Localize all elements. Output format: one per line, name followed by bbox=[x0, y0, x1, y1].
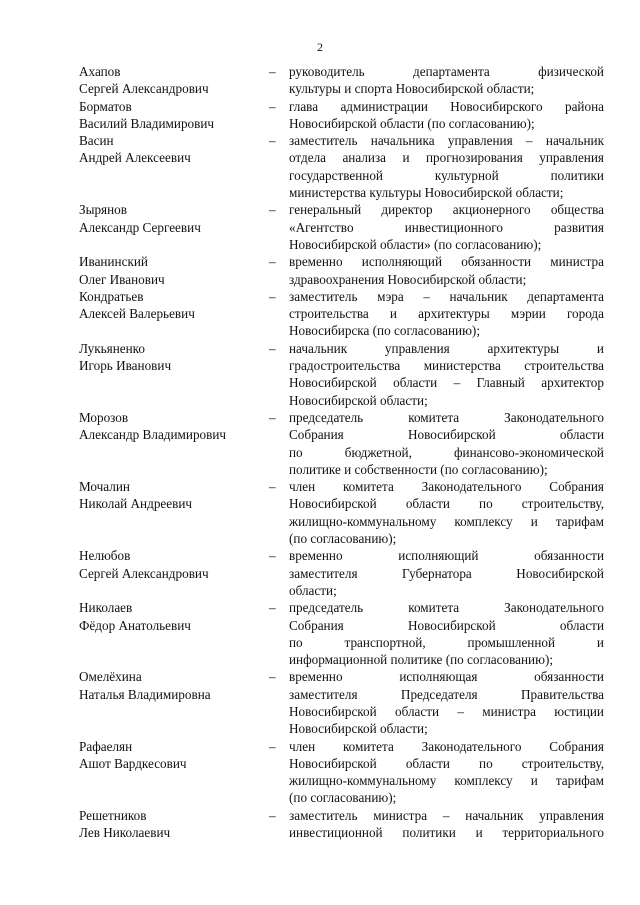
list-item bbox=[79, 738, 604, 807]
member-name bbox=[79, 98, 269, 133]
position-line: Новосибирской области; bbox=[289, 392, 428, 408]
position-line: здравоохранения Новосибирской области; bbox=[289, 271, 527, 287]
list-item bbox=[79, 98, 604, 133]
position-line: член комитета Законодательного Собрания bbox=[289, 479, 604, 495]
page-number: 2 bbox=[317, 40, 323, 54]
member-name bbox=[79, 409, 269, 478]
dash: – bbox=[269, 479, 276, 495]
position-line: Новосибирска (по согласованию); bbox=[289, 323, 480, 339]
list-item bbox=[79, 599, 604, 668]
dash: – bbox=[269, 254, 276, 270]
member-position bbox=[289, 409, 604, 478]
member-given-name: Лев Николаевич bbox=[79, 825, 171, 841]
member-given-name: Николай Андреевич bbox=[79, 496, 193, 512]
member-position bbox=[289, 807, 604, 842]
position-line: Новосибирской области – Главный архитектор bbox=[289, 375, 604, 391]
dash: – bbox=[269, 807, 276, 823]
list-item bbox=[79, 288, 604, 340]
member-surname: Иванинский bbox=[79, 254, 148, 270]
member-name bbox=[79, 478, 269, 547]
member-given-name: Ашот Вардкесович bbox=[79, 755, 187, 771]
position-line: Новосибирской области; bbox=[289, 721, 428, 737]
member-surname: Морозов bbox=[79, 409, 129, 425]
list-item bbox=[79, 132, 604, 201]
position-line: Новосибирской области – министра юстиции bbox=[289, 703, 604, 719]
member-position bbox=[289, 288, 604, 340]
position-line: заместителя Председателя Правительства bbox=[289, 686, 604, 702]
member-given-name: Фёдор Анатольевич bbox=[79, 617, 191, 633]
list-item bbox=[79, 409, 604, 478]
dash: – bbox=[269, 98, 276, 114]
position-line: (по согласованию); bbox=[289, 790, 397, 806]
member-name bbox=[79, 738, 269, 807]
position-line: Новосибирской области (по согласованию); bbox=[289, 115, 535, 131]
position-line: отдела анализа и прогнозирования управления bbox=[289, 150, 604, 166]
list-item bbox=[79, 478, 604, 547]
position-line: руководитель департамента физической bbox=[289, 64, 604, 79]
dash: – bbox=[269, 340, 276, 356]
member-surname: Васин bbox=[79, 133, 114, 149]
dash: – bbox=[269, 288, 276, 304]
member-surname: Рафаелян bbox=[79, 738, 133, 754]
member-position bbox=[289, 599, 604, 668]
dash: – bbox=[269, 548, 276, 564]
member-surname: Решетников bbox=[79, 807, 147, 823]
position-line: заместитель мэра – начальник департамента bbox=[289, 288, 604, 304]
member-surname: Зырянов bbox=[79, 202, 128, 218]
position-line: председатель комитета Законодательного bbox=[289, 409, 604, 425]
member-given-name: Игорь Иванович bbox=[79, 358, 172, 374]
list-item bbox=[79, 201, 604, 253]
member-name bbox=[79, 599, 269, 668]
member-surname: Борматов bbox=[79, 98, 132, 114]
member-name bbox=[79, 253, 269, 288]
dash: – bbox=[269, 409, 276, 425]
member-position bbox=[289, 201, 604, 253]
member-name bbox=[79, 63, 269, 98]
position-line: глава администрации Новосибирского района bbox=[289, 98, 604, 114]
member-position bbox=[289, 63, 604, 98]
member-name bbox=[79, 132, 269, 201]
position-line: жилищно-коммунальному комплексу и тарифам bbox=[289, 773, 604, 789]
member-surname: Кондратьев bbox=[79, 288, 144, 304]
member-name bbox=[79, 288, 269, 340]
position-line: Собрания Новосибирской области bbox=[289, 427, 604, 443]
member-given-name: Наталья Владимировна bbox=[79, 686, 211, 702]
list-item bbox=[79, 668, 604, 737]
position-line: временно исполняющий обязанности bbox=[289, 548, 604, 564]
member-given-name: Александр Владимирович bbox=[79, 427, 227, 443]
position-line: Собрания Новосибирской области bbox=[289, 617, 604, 633]
position-line: области; bbox=[289, 582, 337, 598]
position-line: информационной политике (по согласованию); bbox=[289, 652, 554, 668]
position-line: инвестиционной политики и территориального bbox=[289, 825, 604, 841]
member-given-name: Андрей Алексеевич bbox=[79, 150, 191, 166]
position-line: министерства культуры Новосибирской области; bbox=[289, 185, 564, 201]
dash: – bbox=[269, 738, 276, 754]
member-position bbox=[289, 132, 604, 201]
member-given-name: Сергей Александрович bbox=[79, 565, 209, 581]
position-line: временно исполняющая обязанности bbox=[289, 669, 604, 685]
member-name bbox=[79, 668, 269, 737]
member-surname: Лукьяненко bbox=[79, 340, 145, 356]
position-line: начальник управления архитектуры и bbox=[289, 340, 604, 356]
position-line: градостроительства министерства строительства bbox=[289, 358, 604, 374]
member-list bbox=[79, 63, 604, 841]
position-line: по бюджетной, финансово-экономической bbox=[289, 444, 604, 460]
list-item bbox=[79, 547, 604, 599]
position-line: «Агентство инвестиционного развития bbox=[289, 219, 604, 235]
member-surname: Николаев bbox=[79, 600, 133, 616]
list-item bbox=[79, 807, 604, 842]
position-line: жилищно-коммунальному комплексу и тарифам bbox=[289, 513, 604, 529]
member-given-name: Сергей Александрович bbox=[79, 81, 209, 97]
position-line: государственной культурной политики bbox=[289, 167, 604, 183]
member-name bbox=[79, 547, 269, 599]
member-given-name: Александр Сергеевич bbox=[79, 219, 201, 235]
list-item bbox=[79, 63, 604, 98]
dash: – bbox=[269, 133, 276, 149]
dash: – bbox=[269, 202, 276, 218]
position-line: по транспортной, промышленной и bbox=[289, 634, 604, 650]
member-position bbox=[289, 738, 604, 807]
position-line: Новосибирской области по строительству, bbox=[289, 496, 604, 512]
position-line: культуры и спорта Новосибирской области; bbox=[289, 81, 535, 97]
position-line: председатель комитета Законодательного bbox=[289, 600, 604, 616]
position-line: временно исполняющий обязанности министра bbox=[289, 254, 604, 270]
position-line: член комитета Законодательного Собрания bbox=[289, 738, 604, 754]
member-position bbox=[289, 253, 604, 288]
member-surname: Омелёхина bbox=[79, 669, 142, 685]
member-surname: Ахапов bbox=[79, 64, 121, 79]
member-position bbox=[289, 478, 604, 547]
member-surname: Мочалин bbox=[79, 479, 130, 495]
position-line: заместитель начальника управления – начальник bbox=[289, 133, 604, 149]
position-line: заместителя Губернатора Новосибирской bbox=[289, 565, 604, 581]
member-given-name: Василий Владимирович bbox=[79, 115, 215, 131]
member-given-name: Олег Иванович bbox=[79, 271, 165, 287]
dash: – bbox=[269, 600, 276, 616]
position-line: заместитель министра – начальник управления bbox=[289, 807, 604, 823]
dash: – bbox=[269, 64, 276, 79]
member-position bbox=[289, 340, 604, 409]
position-line: генеральный директор акционерного общества bbox=[289, 202, 604, 218]
member-position bbox=[289, 547, 604, 599]
member-name bbox=[79, 807, 269, 842]
member-surname: Нелюбов bbox=[79, 548, 131, 564]
member-name bbox=[79, 340, 269, 409]
member-position bbox=[289, 98, 604, 133]
position-line: (по согласованию); bbox=[289, 531, 397, 547]
list-item bbox=[79, 340, 604, 409]
position-line: строительства и архитектуры мэрии города bbox=[289, 306, 604, 322]
position-line: политике и собственности (по согласованию); bbox=[289, 461, 548, 477]
member-given-name: Алексей Валерьевич bbox=[79, 306, 195, 322]
dash: – bbox=[269, 669, 276, 685]
member-position bbox=[289, 668, 604, 737]
position-line: Новосибирской области» (по согласованию); bbox=[289, 236, 542, 252]
position-line: Новосибирской области по строительству, bbox=[289, 755, 604, 771]
member-name bbox=[79, 201, 269, 253]
list-item bbox=[79, 253, 604, 288]
